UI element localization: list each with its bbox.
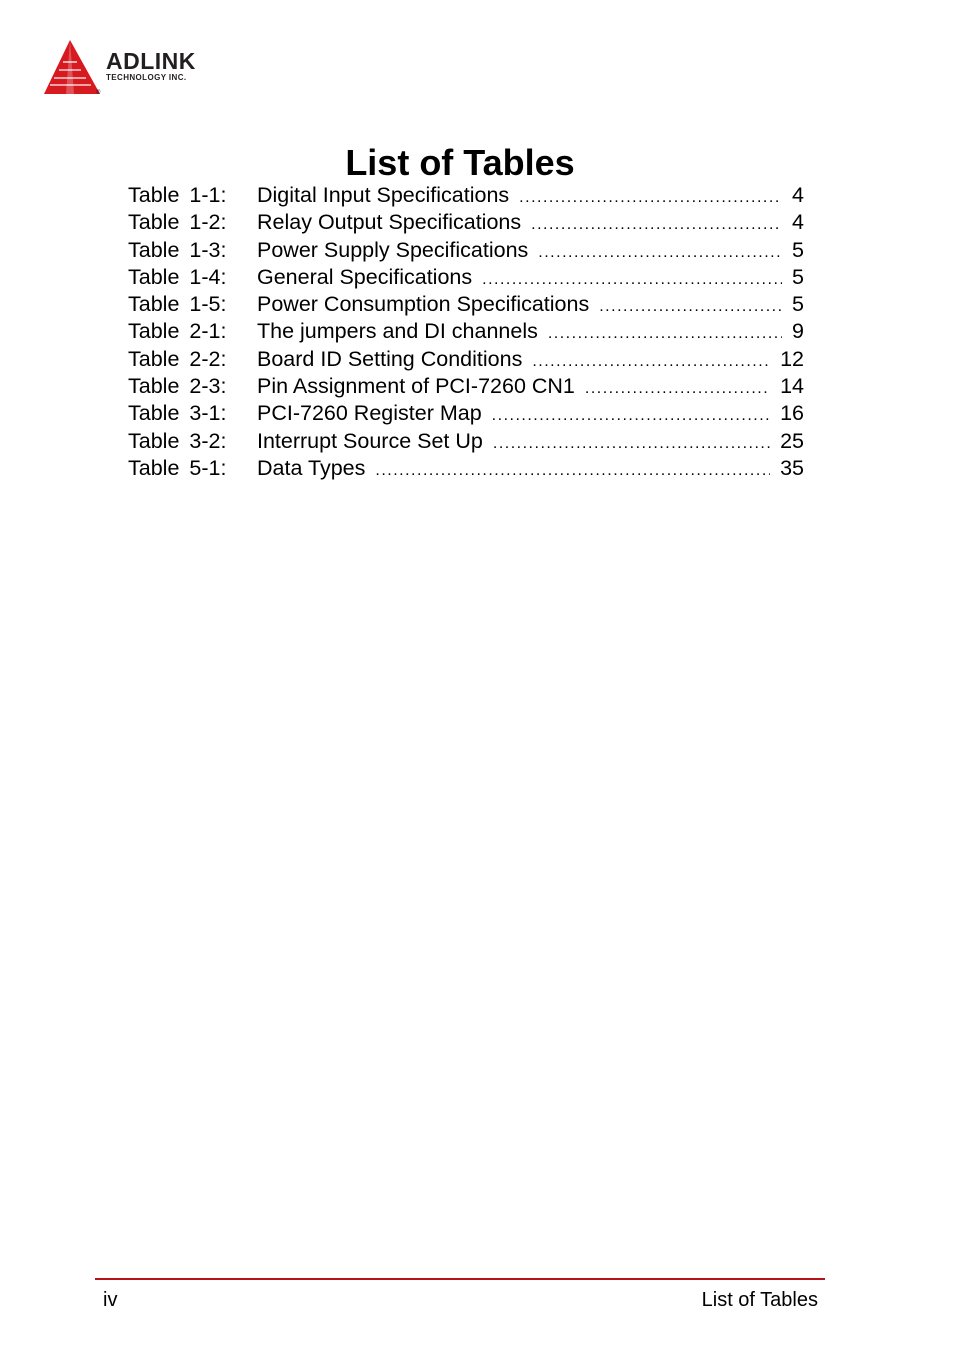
toc-entry-title: Digital Input Specifications xyxy=(257,183,510,207)
toc-dot-leader xyxy=(538,239,782,266)
toc-entry-page: 5 xyxy=(792,237,804,262)
toc-entry-label: Table 1-5: xyxy=(128,292,227,317)
toc-entry-label: Table 5-1: xyxy=(128,455,227,480)
toc-entry-label: Table 3-1: xyxy=(128,401,227,426)
toc-dot-leader xyxy=(375,457,770,484)
toc-entry[interactable] xyxy=(128,346,804,373)
toc-dot-leader xyxy=(492,402,770,429)
toc-entry-title: The jumpers and DI channels xyxy=(257,319,538,344)
toc-dot-leader xyxy=(532,348,770,375)
toc-entry[interactable] xyxy=(128,318,804,345)
toc-entry[interactable] xyxy=(128,373,804,400)
page-title: List of Tables xyxy=(345,142,575,184)
toc-entry-title: Relay Output Specifications xyxy=(257,210,522,235)
toc-entry-title: Power Consumption Specifications xyxy=(257,292,590,317)
toc-entry-title: Data Types xyxy=(257,455,366,480)
toc-entry[interactable] xyxy=(128,455,804,482)
toc-entry-page: 4 xyxy=(792,210,804,235)
toc-entry-title: Board ID Setting Conditions xyxy=(257,346,523,371)
toc-entry-label: Table 2-1: xyxy=(128,319,227,344)
toc-entry[interactable] xyxy=(128,237,804,264)
toc-entry-title: General Specifications xyxy=(257,264,473,289)
toc-dot-leader xyxy=(548,320,782,347)
toc-entry-page: 9 xyxy=(792,319,804,344)
registered-mark: ® xyxy=(96,90,101,96)
toc-entry-label: Table 1-4: xyxy=(128,264,227,289)
toc-entry-page: 5 xyxy=(792,292,804,317)
logo-subtitle: TECHNOLOGY INC. xyxy=(106,73,187,82)
list-of-tables xyxy=(128,182,804,482)
toc-dot-leader xyxy=(482,266,782,293)
toc-entry-label: Table 3-2: xyxy=(128,428,227,453)
toc-entry[interactable] xyxy=(128,264,804,291)
toc-entry-page: 4 xyxy=(792,183,804,207)
toc-entry[interactable] xyxy=(128,182,804,209)
adlink-triangle-icon xyxy=(42,38,102,100)
toc-dot-leader xyxy=(531,211,782,238)
toc-entry-label: Table 1-2: xyxy=(128,210,227,235)
logo-wordmark: ADLINK xyxy=(106,48,196,74)
toc-entry-label: Table 1-1: xyxy=(128,183,227,207)
toc-entry-page: 5 xyxy=(792,264,804,289)
toc-dot-leader xyxy=(599,293,782,320)
adlink-logo xyxy=(42,38,242,100)
toc-entry-label: Table 1-3: xyxy=(128,237,227,262)
toc-entry[interactable] xyxy=(128,291,804,318)
toc-entry[interactable] xyxy=(128,428,804,455)
toc-entry-page: 25 xyxy=(780,428,804,453)
toc-entry-title: PCI-7260 Register Map xyxy=(257,401,482,426)
toc-dot-leader xyxy=(493,430,770,457)
toc-entry-title: Interrupt Source Set Up xyxy=(257,428,483,453)
toc-entry-label: Table 2-3: xyxy=(128,374,227,399)
toc-entry-label: Table 2-2: xyxy=(128,346,227,371)
toc-entry[interactable] xyxy=(128,400,804,427)
toc-entry-title: Power Supply Specifications xyxy=(257,237,529,262)
toc-entry-page: 35 xyxy=(780,455,804,480)
toc-dot-leader xyxy=(519,184,782,211)
footer-page-number: iv xyxy=(103,1289,118,1311)
toc-entry-title: Pin Assignment of PCI-7260 CN1 xyxy=(257,374,575,399)
toc-dot-leader xyxy=(585,375,770,402)
footer-rule xyxy=(95,1278,825,1280)
toc-entry[interactable] xyxy=(128,209,804,236)
footer-section-title: List of Tables xyxy=(701,1289,818,1311)
toc-entry-page: 16 xyxy=(780,401,804,426)
toc-entry-page: 14 xyxy=(780,374,804,399)
toc-entry-page: 12 xyxy=(780,346,804,371)
